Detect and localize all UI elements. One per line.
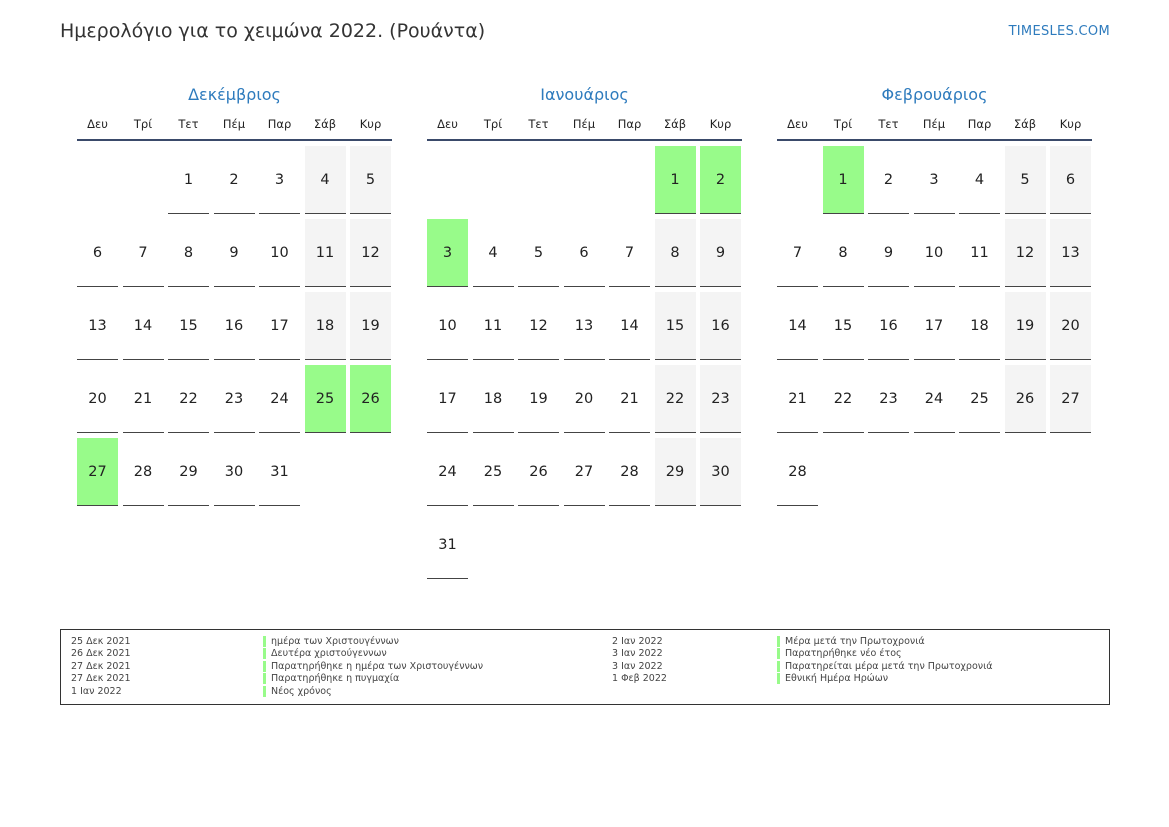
weekday-label: Τρί — [133, 117, 153, 131]
day-cell-weekend: 18 — [305, 292, 346, 360]
weekday-label: Πέμ — [572, 117, 596, 131]
weekday-header — [777, 116, 1092, 141]
legend-holiday-name: ημέρα των Χριστουγέννων — [263, 636, 399, 647]
weekday-label: Κυρ — [359, 117, 382, 131]
month-february — [777, 84, 1092, 506]
weekday-label: Δευ — [87, 117, 108, 131]
day-cell: 23 — [214, 365, 255, 433]
day-cell: 18 — [473, 365, 514, 433]
day-cell-holiday: 26 — [350, 365, 391, 433]
day-grid — [77, 146, 392, 506]
legend-row — [71, 636, 131, 648]
day-cell: 24 — [259, 365, 300, 433]
legend-date: 26 Δεκ 2021 — [71, 648, 131, 660]
day-cell: 31 — [427, 511, 468, 579]
day-cell: 17 — [259, 292, 300, 360]
empty-cell — [564, 146, 605, 214]
day-cell-weekend: 5 — [350, 146, 391, 214]
weekday-label: Δευ — [787, 117, 808, 131]
day-cell: 21 — [609, 365, 650, 433]
day-cell: 14 — [123, 292, 164, 360]
day-cell: 21 — [123, 365, 164, 433]
day-cell-weekend: 13 — [1050, 219, 1091, 287]
day-cell: 9 — [214, 219, 255, 287]
day-cell: 22 — [823, 365, 864, 433]
day-cell: 24 — [427, 438, 468, 506]
day-cell: 7 — [609, 219, 650, 287]
month-title: Ιανουάριος — [540, 85, 629, 104]
day-cell: 20 — [564, 365, 605, 433]
legend-holiday-name: Δευτέρα χριστούγεννων — [263, 648, 387, 659]
month-december — [77, 84, 392, 506]
day-cell-holiday: 1 — [655, 146, 696, 214]
legend-dates-left — [71, 636, 131, 698]
legend-date: 25 Δεκ 2021 — [71, 636, 131, 647]
weekday-label: Πέμ — [222, 117, 246, 131]
day-cell: 19 — [518, 365, 559, 433]
day-cell: 7 — [123, 219, 164, 287]
day-cell: 16 — [868, 292, 909, 360]
day-cell-holiday: 2 — [700, 146, 741, 214]
weekday-label: Τετ — [878, 117, 899, 131]
legend-date: 3 Ιαν 2022 — [612, 648, 663, 660]
day-cell: 6 — [564, 219, 605, 287]
day-cell-weekend: 22 — [655, 365, 696, 433]
day-cell-holiday: 1 — [823, 146, 864, 214]
legend-holiday-name: Εθνική Ημέρα Ηρώων — [777, 673, 888, 684]
day-cell: 16 — [214, 292, 255, 360]
day-cell: 26 — [518, 438, 559, 506]
day-cell: 7 — [777, 219, 818, 287]
day-cell: 28 — [609, 438, 650, 506]
day-cell-weekend: 11 — [305, 219, 346, 287]
day-cell: 10 — [427, 292, 468, 360]
day-cell: 3 — [914, 146, 955, 214]
day-cell: 5 — [518, 219, 559, 287]
day-cell: 31 — [259, 438, 300, 506]
weekday-label: Παρ — [967, 117, 992, 131]
day-cell-weekend: 16 — [700, 292, 741, 360]
legend-row — [612, 648, 667, 660]
weekday-header — [427, 116, 742, 141]
day-cell: 20 — [77, 365, 118, 433]
legend-date: 3 Ιαν 2022 — [612, 660, 663, 672]
day-cell-weekend: 30 — [700, 438, 741, 506]
day-cell: 4 — [959, 146, 1000, 214]
day-cell: 28 — [123, 438, 164, 506]
weekday-label: Τετ — [178, 117, 199, 131]
day-cell: 12 — [518, 292, 559, 360]
weekday-label: Κυρ — [709, 117, 732, 131]
day-cell: 11 — [473, 292, 514, 360]
weekday-header — [77, 116, 392, 141]
legend-date: 1 Ιαν 2022 — [71, 685, 122, 697]
weekday-label: Σάβ — [313, 117, 337, 131]
day-cell-holiday: 27 — [77, 438, 118, 506]
day-cell: 14 — [609, 292, 650, 360]
legend-names-left — [263, 636, 483, 698]
day-grid — [427, 146, 742, 579]
day-cell-weekend: 9 — [700, 219, 741, 287]
month-title: Φεβρουάριος — [881, 85, 988, 104]
day-cell-weekend: 19 — [1005, 292, 1046, 360]
holiday-legend — [60, 629, 1110, 705]
legend-dates-right — [612, 636, 667, 686]
weekday-label: Παρ — [267, 117, 292, 131]
legend-holiday-name: Παρατηρήθηκε η ημέρα των Χριστουγέννων — [263, 661, 483, 672]
day-cell: 2 — [214, 146, 255, 214]
day-cell: 15 — [823, 292, 864, 360]
month-title: Δεκέμβριος — [188, 85, 281, 104]
legend-date: 27 Δεκ 2021 — [71, 673, 131, 685]
month-january — [427, 84, 742, 579]
day-cell-weekend: 20 — [1050, 292, 1091, 360]
day-cell: 25 — [473, 438, 514, 506]
day-cell: 8 — [823, 219, 864, 287]
day-grid — [777, 146, 1092, 506]
legend-holiday-name: Παρατηρήθηκε νέο έτος — [777, 648, 902, 659]
day-cell-weekend: 15 — [655, 292, 696, 360]
day-cell: 9 — [868, 219, 909, 287]
legend-names-right — [777, 636, 993, 686]
day-cell-weekend: 26 — [1005, 365, 1046, 433]
weekday-label: Κυρ — [1059, 117, 1082, 131]
legend-holiday-name: Παρατηρήθηκε η πυγμαχία — [263, 673, 399, 684]
day-cell-weekend: 8 — [655, 219, 696, 287]
legend-row — [263, 686, 483, 698]
legend-date: 2 Ιαν 2022 — [612, 636, 663, 647]
empty-cell — [427, 146, 468, 214]
day-cell: 8 — [168, 219, 209, 287]
day-cell: 27 — [564, 438, 605, 506]
day-cell: 11 — [959, 219, 1000, 287]
legend-date: 27 Δεκ 2021 — [71, 660, 131, 672]
legend-holiday-name: Μέρα μετά την Πρωτοχρονιά — [777, 636, 925, 647]
day-cell: 10 — [259, 219, 300, 287]
day-cell: 3 — [259, 146, 300, 214]
site-link[interactable]: TIMESLES.COM — [1008, 24, 1110, 39]
day-cell: 13 — [77, 292, 118, 360]
day-cell: 23 — [868, 365, 909, 433]
legend-row — [612, 673, 667, 685]
day-cell: 29 — [168, 438, 209, 506]
page-title: Ημερολόγιο για το χειμώνα 2022. (Ρουάντα) — [60, 20, 486, 42]
empty-cell — [473, 146, 514, 214]
day-cell: 22 — [168, 365, 209, 433]
day-cell-holiday: 25 — [305, 365, 346, 433]
legend-row — [263, 673, 483, 685]
empty-cell — [777, 146, 818, 214]
empty-cell — [609, 146, 650, 214]
day-cell: 1 — [168, 146, 209, 214]
day-cell: 17 — [914, 292, 955, 360]
empty-cell — [77, 146, 118, 214]
legend-row — [263, 648, 483, 660]
legend-row — [777, 661, 993, 673]
day-cell: 14 — [777, 292, 818, 360]
day-cell-weekend: 19 — [350, 292, 391, 360]
day-cell: 24 — [914, 365, 955, 433]
weekday-label: Πέμ — [922, 117, 946, 131]
day-cell-weekend: 4 — [305, 146, 346, 214]
legend-row — [71, 686, 131, 698]
empty-cell — [518, 146, 559, 214]
day-cell-weekend: 23 — [700, 365, 741, 433]
weekday-label: Τετ — [528, 117, 549, 131]
day-cell-weekend: 6 — [1050, 146, 1091, 214]
weekday-label: Σάβ — [663, 117, 687, 131]
day-cell-weekend: 12 — [350, 219, 391, 287]
day-cell: 18 — [959, 292, 1000, 360]
legend-row — [777, 636, 993, 648]
day-cell: 4 — [473, 219, 514, 287]
legend-row — [71, 661, 131, 673]
day-cell: 6 — [77, 219, 118, 287]
legend-row — [71, 673, 131, 685]
day-cell: 13 — [564, 292, 605, 360]
day-cell: 21 — [777, 365, 818, 433]
legend-row — [777, 673, 993, 685]
legend-row — [263, 636, 483, 648]
day-cell: 28 — [777, 438, 818, 506]
legend-date: 1 Φεβ 2022 — [612, 673, 667, 685]
weekday-label: Παρ — [617, 117, 642, 131]
weekday-label: Τρί — [483, 117, 503, 131]
legend-holiday-name: Παρατηρείται μέρα μετά την Πρωτοχρονιά — [777, 661, 993, 672]
legend-holiday-name: Νέος χρόνος — [263, 686, 332, 697]
day-cell: 2 — [868, 146, 909, 214]
day-cell: 30 — [214, 438, 255, 506]
weekday-label: Τρί — [833, 117, 853, 131]
legend-row — [612, 661, 667, 673]
weekday-label: Σάβ — [1013, 117, 1037, 131]
day-cell: 10 — [914, 219, 955, 287]
legend-row — [777, 648, 993, 660]
legend-row — [263, 661, 483, 673]
day-cell-weekend: 29 — [655, 438, 696, 506]
day-cell-weekend: 5 — [1005, 146, 1046, 214]
day-cell: 25 — [959, 365, 1000, 433]
legend-row — [612, 636, 667, 648]
weekday-label: Δευ — [437, 117, 458, 131]
day-cell: 15 — [168, 292, 209, 360]
legend-row — [71, 648, 131, 660]
day-cell: 17 — [427, 365, 468, 433]
day-cell-holiday: 3 — [427, 219, 468, 287]
empty-cell — [123, 146, 164, 214]
day-cell-weekend: 27 — [1050, 365, 1091, 433]
day-cell-weekend: 12 — [1005, 219, 1046, 287]
